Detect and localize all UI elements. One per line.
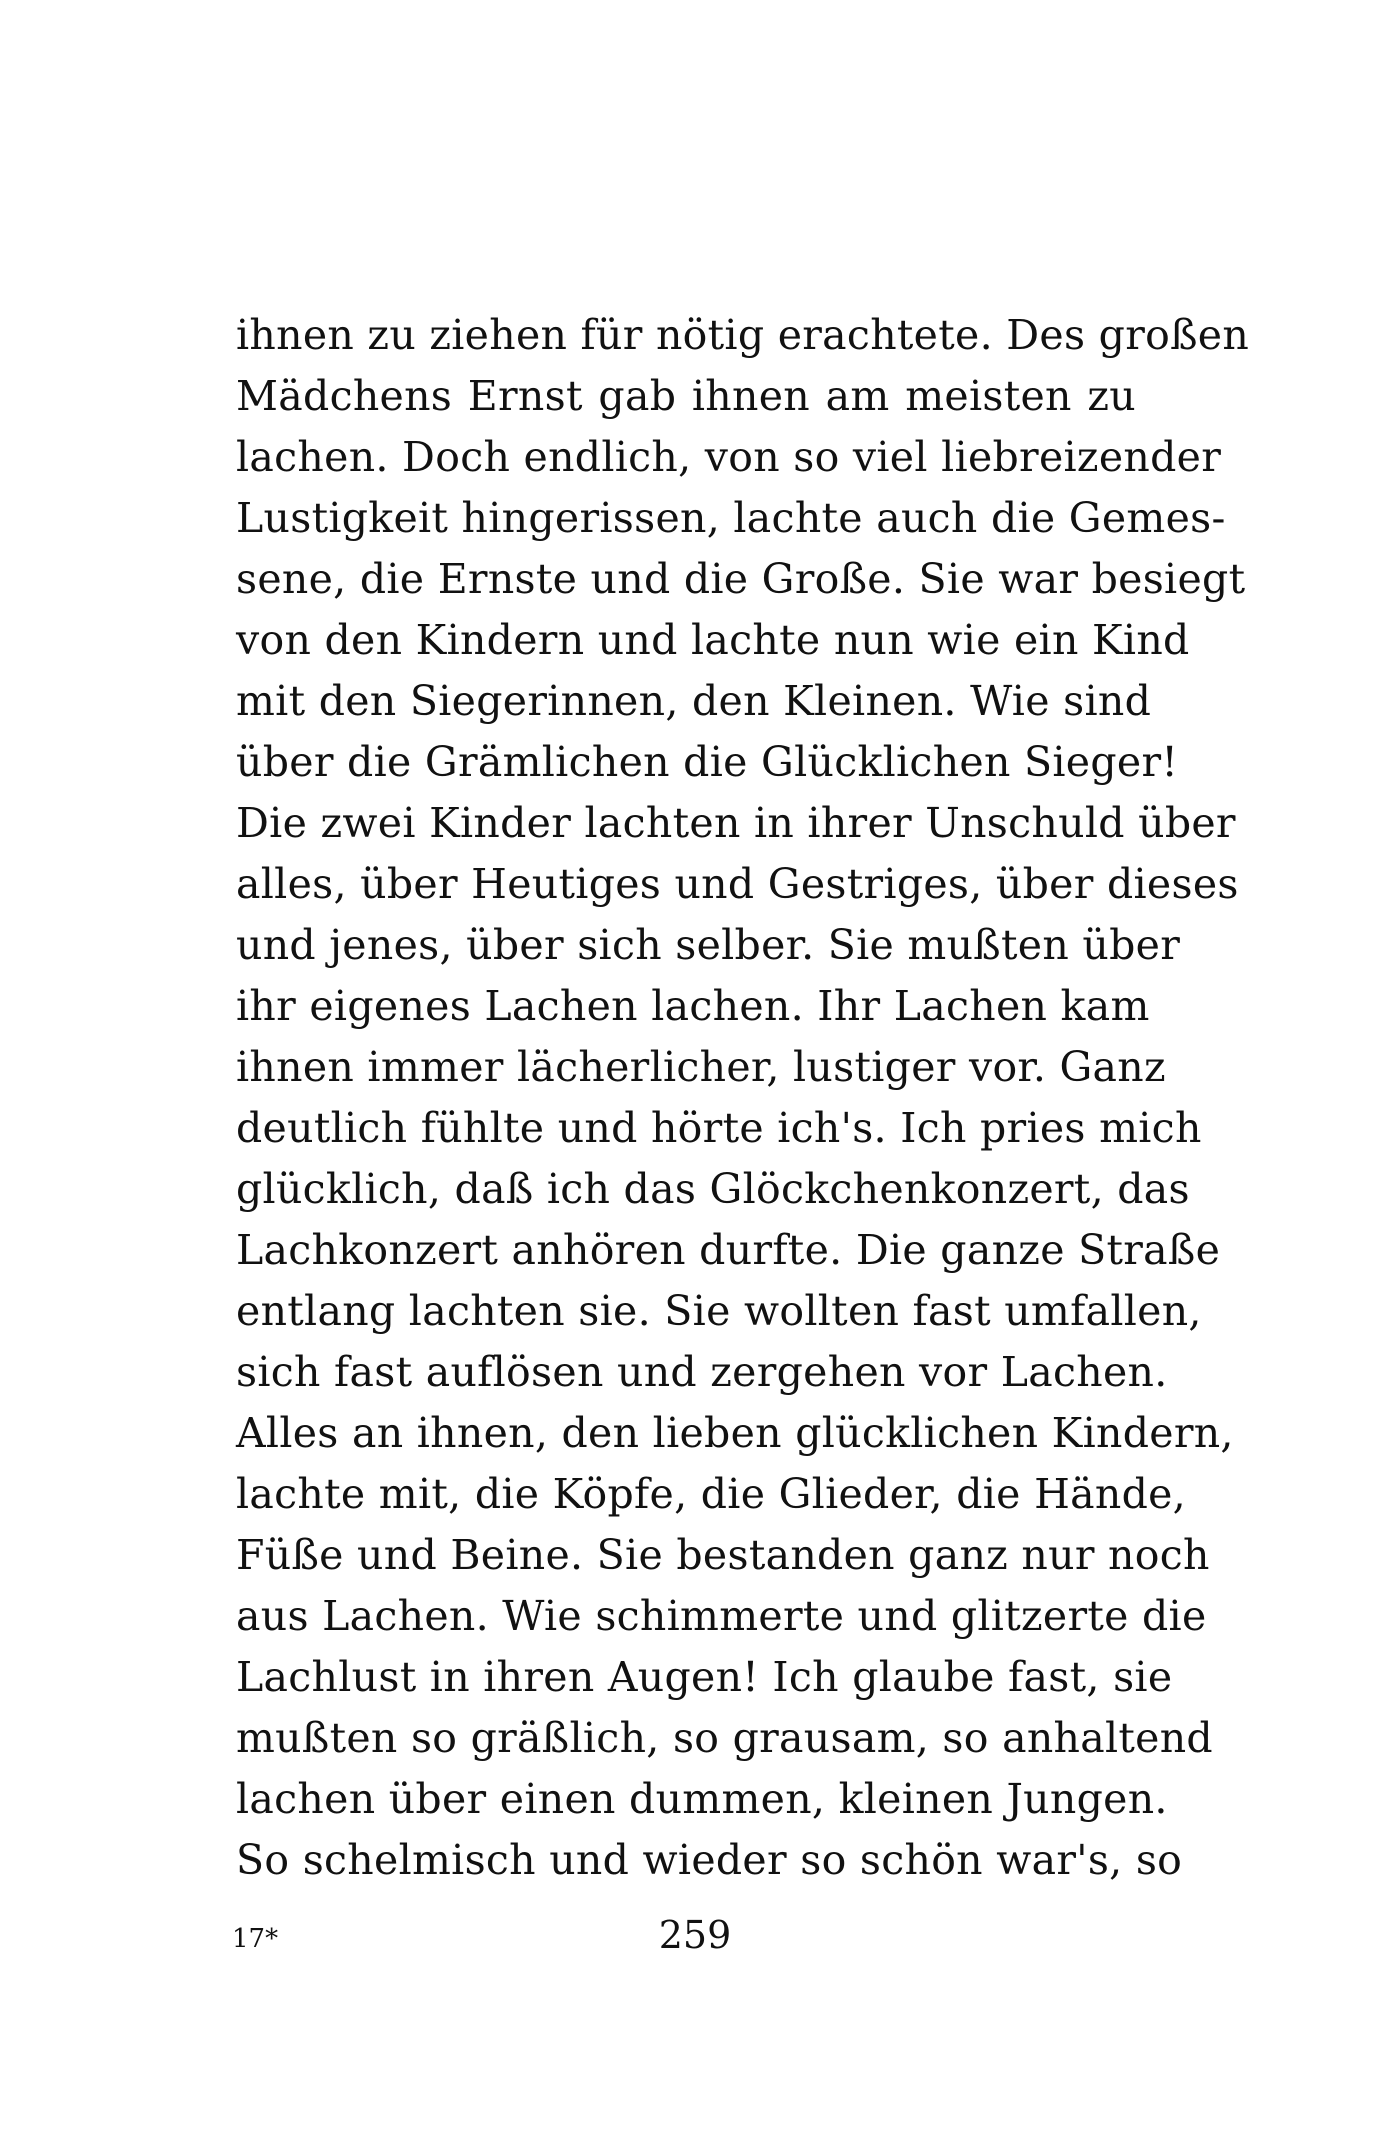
text-line: und jenes, über sich selber. Sie mußten über [236,921,1181,969]
text-line: sich fast auflösen und zergehen vor Lachen. [236,1348,1168,1396]
page-number: 259 [658,1913,732,1957]
text-line: sene, die Ernste und die Große. Sie war besiegt [236,555,1246,603]
text-line: deutlich fühlte und hörte ich's. Ich pries mich [236,1104,1202,1152]
signature-mark: 17* [232,1924,279,1954]
text-line: von den Kindern und lachte nun wie ein Kind [236,616,1190,664]
text-line: aus Lachen. Wie schimmerte und glitzerte die [236,1592,1207,1640]
text-line: mit den Siegerinnen, den Kleinen. Wie sind [236,677,1152,725]
body-text [236,305,1250,1891]
text-line: alles, über Heutiges und Gestriges, über dieses [236,860,1239,908]
text-line: Lachlust in ihren Augen! Ich glaube fast, sie [236,1653,1173,1701]
text-line: lachen über einen dummen, kleinen Jungen. [236,1775,1168,1823]
text-line: über die Grämlichen die Glücklichen Sieger! [236,738,1179,786]
text-line: Mädchens Ernst gab ihnen am meisten zu [236,372,1136,420]
text-line: mußten so gräßlich, so grausam, so anhaltend [236,1714,1213,1762]
page-footer [0,1905,1382,1965]
text-line: ihnen zu ziehen für nötig erachtete. Des großen [236,311,1250,359]
text-line: Lachkonzert anhören durfte. Die ganze Straße [236,1226,1221,1274]
text-line: Lustigkeit hingerissen, lachte auch die Gemes- [236,494,1226,542]
text-line: lachen. Doch endlich, von so viel liebreizender [236,433,1222,481]
text-line: ihr eigenes Lachen lachen. Ihr Lachen kam [236,982,1150,1030]
text-line: So schelmisch und wieder so schön war's, so [236,1836,1183,1884]
text-line: glücklich, daß ich das Glöckchenkonzert, das [236,1165,1190,1213]
text-line: Füße und Beine. Sie bestanden ganz nur noch [236,1531,1210,1579]
text-line: Alles an ihnen, den lieben glücklichen Kindern, [236,1409,1234,1457]
text-line: entlang lachten sie. Sie wollten fast umfallen, [236,1287,1202,1335]
text-line: lachte mit, die Köpfe, die Glieder, die Hände, [236,1470,1187,1518]
text-line: ihnen immer lächerlicher, lustiger vor. Ganz [236,1043,1166,1091]
text-line: Die zwei Kinder lachten in ihrer Unschuld über [236,799,1236,847]
